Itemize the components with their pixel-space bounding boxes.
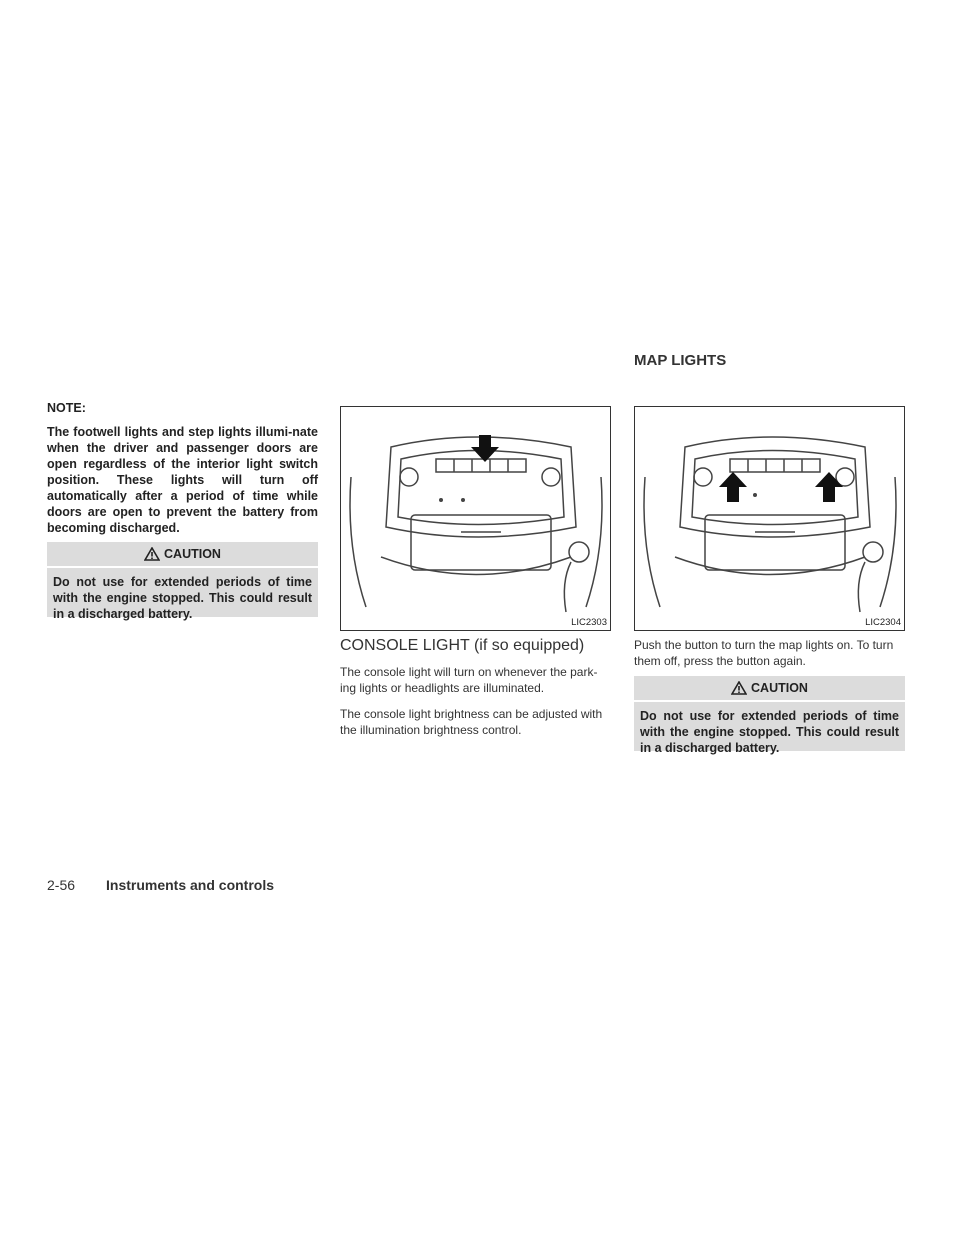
figure-code: LIC2304 [865,617,901,628]
caution-text: Do not use for extended periods of time with the engine stopped. This could result in a discharged battery. [640,709,899,755]
caution-header [634,676,905,702]
chapter-title: Instruments and controls [106,877,275,893]
caution-title: CAUTION [751,681,808,695]
figure-map-lights [634,406,905,631]
overhead-console-illustration [341,407,610,630]
page-number: 2-56 [47,877,76,893]
map-lights-para: Push the button to turn the map lights on. To turn them off, press the button again. [634,638,894,668]
note-body: The footwell lights and step lights illumi-nate when the driver and passenger doors are open regardless of the interior light switch position. These lights will turn off automatically after a period of time while doors are open to prevent the battery from becoming discharged. [47,425,318,535]
caution-header [47,542,318,568]
arrow-up-icon-left [719,472,747,502]
section-heading: MAP LIGHTS [634,352,727,369]
console-para-1: The console light will turn on whenever the park-ing lights or headlights are illuminated. [340,665,598,695]
console-para-2: The console light brightness can be adjusted with the illumination brightness control. [340,707,603,737]
note-label: NOTE: [47,401,86,415]
console-light-heading: CONSOLE LIGHT (if so equipped) [340,637,585,654]
map-lights-illustration [635,407,904,630]
figure-console-light [340,406,611,631]
figure-code: LIC2303 [571,617,607,628]
caution-title: CAUTION [164,547,221,561]
caution-text: Do not use for extended periods of time with the engine stopped. This could result in a discharged battery. [53,575,312,621]
warning-icon [731,681,747,695]
caution-box-left [47,542,318,621]
arrow-up-icon-right [815,472,843,502]
arrow-down-icon [471,435,499,462]
warning-icon [144,547,160,561]
caution-box-right [634,676,905,755]
